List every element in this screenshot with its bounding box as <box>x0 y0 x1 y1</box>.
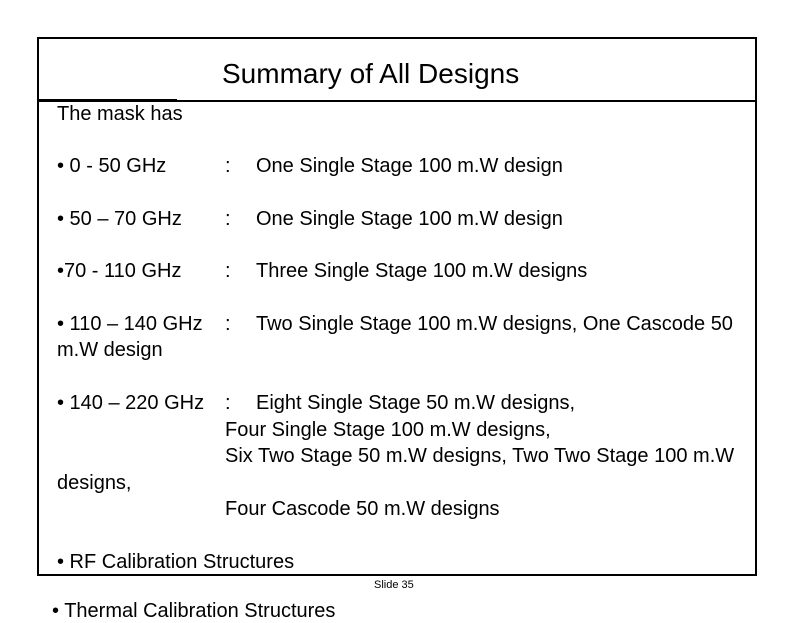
row-description: One Single Stage 100 m.W design <box>256 155 563 177</box>
row-separator: : <box>225 155 231 177</box>
row-description-line: Four Single Stage 100 m.W designs, <box>225 419 551 441</box>
row-range: • 0 - 50 GHz <box>57 155 167 177</box>
intro-text: The mask has <box>57 103 183 125</box>
row-description-line: Six Two Stage 50 m.W designs, Two Two Stage 100 m.W <box>225 445 735 467</box>
row-description: One Single Stage 100 m.W design <box>256 208 563 230</box>
row-range: • 110 – 140 GHz <box>57 313 203 335</box>
row-description-wrap: designs, <box>57 472 132 494</box>
slide-number: Slide 35 <box>374 579 414 591</box>
title-divider-accent <box>37 99 177 100</box>
row-description-wrap: m.W design <box>57 339 163 361</box>
row-range: • 140 – 220 GHz <box>57 392 205 414</box>
row-description: Eight Single Stage 50 m.W designs, <box>256 392 576 414</box>
row-description-line: Four Cascode 50 m.W designs <box>225 498 500 520</box>
slide-title: Summary of All Designs <box>222 58 520 89</box>
row-range: •70 - 110 GHz <box>57 260 182 282</box>
row-separator: : <box>225 260 231 282</box>
row-range: • 50 – 70 GHz <box>57 208 182 230</box>
row-description: Two Single Stage 100 m.W designs, One Cascode 50 <box>256 313 733 335</box>
row-separator: : <box>225 313 231 335</box>
row-separator: : <box>225 208 231 230</box>
bullet-rf-calibration: • RF Calibration Structures <box>57 551 295 573</box>
row-description: Three Single Stage 100 m.W designs <box>256 260 588 282</box>
bullet-thermal-calibration: • Thermal Calibration Structures <box>52 600 336 622</box>
row-separator: : <box>225 392 231 414</box>
